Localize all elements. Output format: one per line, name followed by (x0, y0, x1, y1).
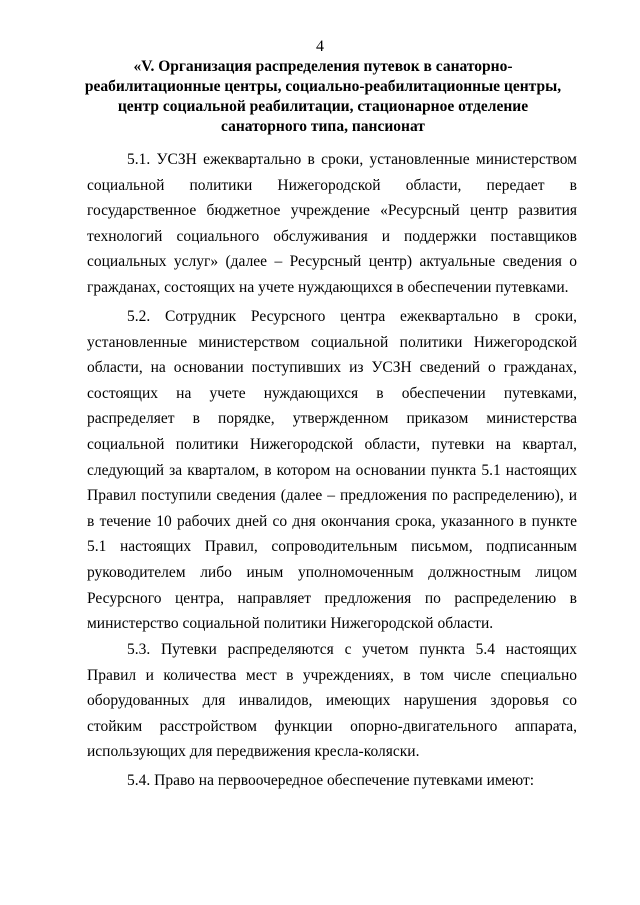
paragraph-5-2: 5.2. Сотрудник Ресурсного центра ежеквартально в сроки, установленные министерством социальной политики Нижегородской области, на основании поступивших из УСЗН сведений о гражданах, состоящих на учете нуждающихся в обеспечении путевками, распределяет в порядке, утвержденном приказом министерства социальной политики Нижегородской области, путевки на квартал, следующий за кварталом, в котором на основании пункта 5.1 настоящих Правил поступили сведения (далее – предложения по распределению), и в течение 10 рабочих дней со дня окончания срока, указанного в пункте 5.1 настоящих Правил, сопроводительным письмом, подписанным руководителем либо иным уполномоченным должностным лицом Ресурсного центра, направляет предложения по распределению в министерство социальной политики Нижегородской области. (87, 308, 577, 633)
section-heading: «V. Организация распределения путевок в санаторно-реабилитационные центры, социально-реабилитационные центры, центр социальной реабилитации, стационарное отделение санаторного типа, пансионат (84, 58, 562, 135)
paragraph-5-3: 5.3. Путевки распределяются с учетом пункта 5.4 настоящих Правил и количества мест в учреждениях, в том числе специально оборудованных для инвалидов, имеющих нарушения здоровья со стойким расстройством функции опорно-двигательного аппарата, использующих для передвижения кресла-коляски. (87, 641, 577, 761)
paragraph-5-4: 5.4. Право на первоочередное обеспечение путевками имеют: (127, 772, 535, 789)
paragraph-5-1: 5.1. УСЗН ежеквартально в сроки, установленные министерством социальной политики Нижегородской области, передает в государственное бюджетное учреждение «Ресурсный центр развития технологий социального обслуживания и поддержки поставщиков социальных услуг» (далее – Ресурсный центр) актуальные сведения о гражданах, состоящих на учете нуждающихся в обеспечении путевками. (87, 151, 577, 296)
page-number: 4 (316, 38, 324, 55)
